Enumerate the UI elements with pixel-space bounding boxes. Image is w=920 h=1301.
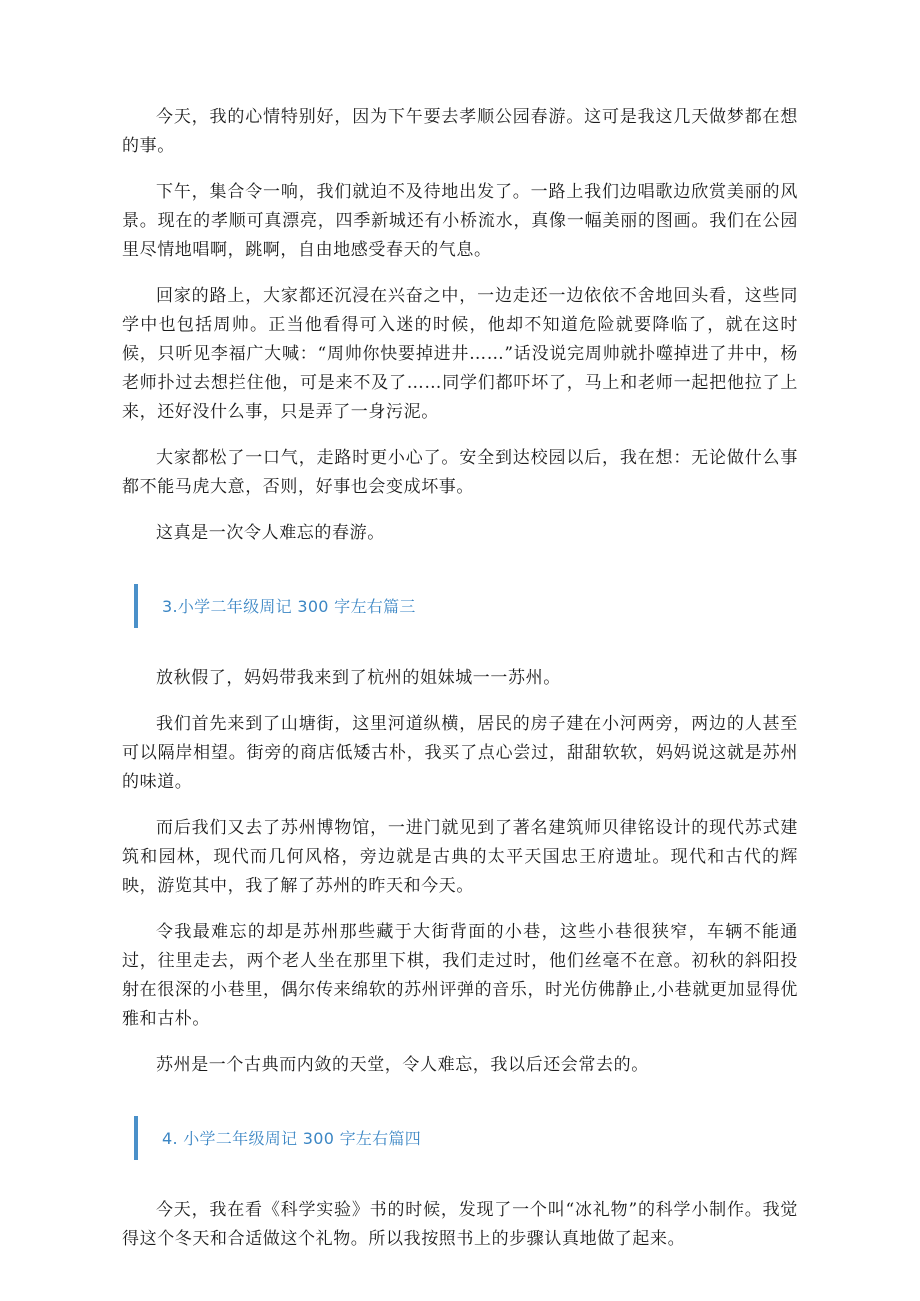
paragraph: 令我最难忘的却是苏州那些藏于大街背面的小巷，这些小巷很狭窄，车辆不能通过，往里走去，两个老人坐在那里下棋，我们走过时，他们丝毫不在意。初秋的斜阳投射在很深的小巷里，偶尔传来绵软的苏州评弹的音乐，时光仿佛静止,小巷就更加显得优雅和古朴。	[122, 922, 798, 1029]
paragraph: 我们首先来到了山塘街，这里河道纵横，居民的房子建在小河两旁，两边的人甚至可以隔岸相望。街旁的商店低矮古朴，我买了点心尝过，甜甜软软，妈妈说这就是苏州的味道。	[122, 714, 798, 792]
paragraph: 苏州是一个古典而内敛的天堂，令人难忘，我以后还会常去的。	[156, 1055, 649, 1075]
paragraph: 大家都松了一口气，走路时更小心了。安全到达校园以后，我在想：无论做什么事都不能马虎大意，否则，好事也会变成坏事。	[122, 448, 798, 497]
paragraph: 放秋假了，妈妈带我来到了杭州的姐妹城一一苏州。	[156, 668, 561, 688]
heading-accent-bar	[134, 584, 138, 628]
paragraph: 下午，集合令一响，我们就迫不及待地出发了。一路上我们边唱歌边欣赏美丽的风景。现在的孝顺可真漂亮，四季新城还有小桥流水，真像一幅美丽的图画。我们在公园里尽情地唱啊，跳啊，自由地感受春天的气息。	[122, 182, 798, 260]
section-title: 4. 小学二年级周记 300 字左右篇四	[162, 1129, 422, 1148]
section-heading	[122, 584, 798, 628]
document-page	[122, 103, 798, 1254]
paragraph: 今天，我在看《科学实验》书的时候，发现了一个叫“冰礼物”的科学小制作。我觉得这个冬天和合适做这个礼物。所以我按照书上的步骤认真地做了起来。	[122, 1200, 798, 1249]
paragraph: 今天，我的心情特别好，因为下午要去孝顺公园春游。这可是我这几天做梦都在想的事。	[122, 107, 798, 156]
paragraph: 这真是一次令人难忘的春游。	[156, 523, 385, 543]
paragraph: 回家的路上，大家都还沉浸在兴奋之中，一边走还一边依依不舍地回头看，这些同学中也包括周帅。正当他看得可入迷的时候，他却不知道危险就要降临了，就在这时候，只听见李福广大喊：“周帅你快要掉进井……”话没说完周帅就扑噬掉进了井中，杨老师扑过去想拦住他，可是来不及了……同学们都吓坏了，马上和老师一起把他拉了上来，还好没什么事，只是弄了一身污泥。	[122, 286, 798, 422]
section-heading	[122, 1116, 798, 1160]
paragraph: 而后我们又去了苏州博物馆，一进门就见到了著名建筑师贝律铭设计的现代苏式建筑和园林，现代而几何风格，旁边就是古典的太平天国忠王府遗址。现代和古代的辉映，游览其中，我了解了苏州的昨天和今天。	[122, 818, 798, 896]
heading-accent-bar	[134, 1116, 138, 1160]
section-title: 3.小学二年级周记 300 字左右篇三	[162, 597, 416, 616]
